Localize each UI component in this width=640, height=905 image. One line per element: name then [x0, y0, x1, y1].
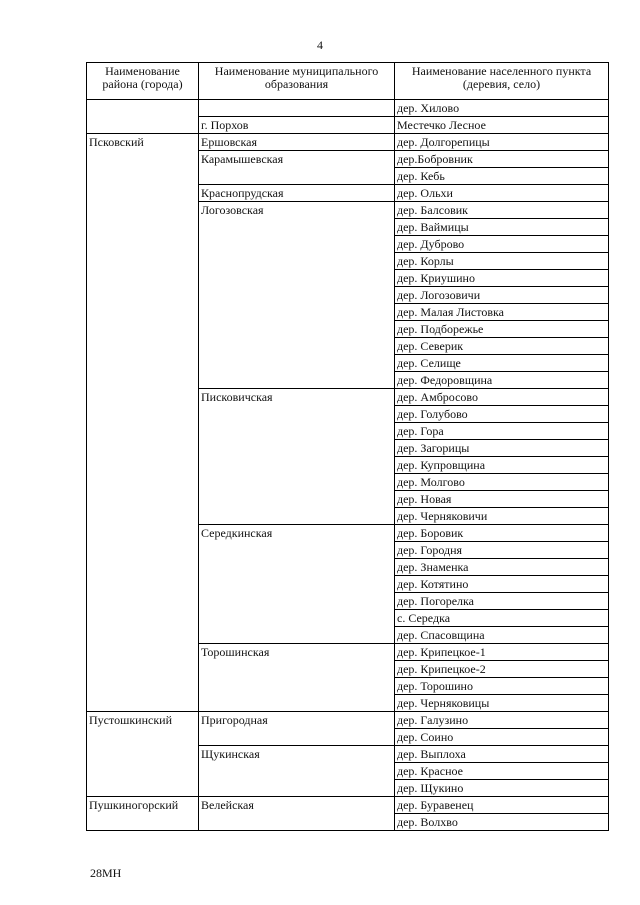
- municipality-cell: Велейская: [199, 797, 395, 831]
- municipality-cell: Пригородная: [199, 712, 395, 746]
- municipality-cell: Середкинская: [199, 525, 395, 644]
- district-cell: Пустошкинский: [87, 712, 199, 797]
- settlements-table: [86, 62, 609, 831]
- settlement-cell: дер. Малая Листовка: [395, 304, 609, 321]
- municipality-cell: Торошинская: [199, 644, 395, 712]
- settlement-cell: дер. Погорелка: [395, 593, 609, 610]
- settlement-cell: дер. Черняковичи: [395, 508, 609, 525]
- municipality-cell: Краснопрудская: [199, 185, 395, 202]
- district-cell: Пушкиногорский: [87, 797, 199, 831]
- settlement-cell: дер. Северик: [395, 338, 609, 355]
- settlement-cell: дер. Хилово: [395, 100, 609, 117]
- settlement-cell: дер. Молгово: [395, 474, 609, 491]
- settlement-cell: с. Середка: [395, 610, 609, 627]
- settlement-cell: дер. Знаменка: [395, 559, 609, 576]
- settlement-cell: дер. Котятино: [395, 576, 609, 593]
- settlement-cell: дер. Кебь: [395, 168, 609, 185]
- municipality-cell: Щукинская: [199, 746, 395, 797]
- settlement-cell: дер. Логозовичи: [395, 287, 609, 304]
- settlement-cell: дер. Красное: [395, 763, 609, 780]
- settlement-cell: дер. Новая: [395, 491, 609, 508]
- settlement-cell: дер. Торошино: [395, 678, 609, 695]
- table-body: [87, 100, 609, 831]
- settlement-cell: дер. Соино: [395, 729, 609, 746]
- settlement-cell: дер. Выплоха: [395, 746, 609, 763]
- municipality-cell: [199, 100, 395, 117]
- settlement-cell: дер. Долгорепицы: [395, 134, 609, 151]
- header-settlement: Наименование населенного пункта (деревия, село): [395, 63, 609, 100]
- settlement-cell: дер. Буравенец: [395, 797, 609, 814]
- settlement-cell: дер. Городня: [395, 542, 609, 559]
- settlement-cell: дер. Галузино: [395, 712, 609, 729]
- header-municipality: Наименование муниципального образования: [199, 63, 395, 100]
- settlement-cell: дер. Федоровщина: [395, 372, 609, 389]
- settlement-cell: дер. Волхво: [395, 814, 609, 831]
- municipality-cell: Ершовская: [199, 134, 395, 151]
- footer-code: 28МН: [90, 866, 122, 880]
- district-cell: Псковский: [87, 134, 199, 712]
- table-row: [87, 134, 609, 151]
- table-row: [87, 712, 609, 729]
- table-row: [87, 100, 609, 117]
- settlement-cell: дер. Балсовик: [395, 202, 609, 219]
- settlement-cell: Местечко Лесное: [395, 117, 609, 134]
- district-cell: [87, 100, 199, 134]
- settlement-cell: дер. Спасовщина: [395, 627, 609, 644]
- settlement-cell: дер. Дуброво: [395, 236, 609, 253]
- table-header-row: [87, 63, 609, 100]
- settlement-cell: дер. Ольхи: [395, 185, 609, 202]
- settlement-cell: дер. Щукино: [395, 780, 609, 797]
- settlement-cell: дер. Криушино: [395, 270, 609, 287]
- municipality-cell: Карамышевская: [199, 151, 395, 185]
- settlement-cell: дер. Селище: [395, 355, 609, 372]
- settlement-cell: дер. Купровщина: [395, 457, 609, 474]
- settlement-cell: дер. Загорицы: [395, 440, 609, 457]
- table-row: [87, 797, 609, 814]
- municipality-cell: Писковичская: [199, 389, 395, 525]
- settlement-cell: дер. Корлы: [395, 253, 609, 270]
- settlement-cell: дер. Амбросово: [395, 389, 609, 406]
- municipality-cell: г. Порхов: [199, 117, 395, 134]
- municipality-cell: Логозовская: [199, 202, 395, 389]
- settlement-cell: дер. Ваймицы: [395, 219, 609, 236]
- settlement-cell: дер. Гора: [395, 423, 609, 440]
- settlement-cell: дер.Бобровник: [395, 151, 609, 168]
- settlement-cell: дер. Подборежье: [395, 321, 609, 338]
- header-district: Наименование района (города): [87, 63, 199, 100]
- page-number: 4: [317, 38, 323, 52]
- settlement-cell: дер. Крипецкое-2: [395, 661, 609, 678]
- settlement-cell: дер. Крипецкое-1: [395, 644, 609, 661]
- settlement-cell: дер. Боровик: [395, 525, 609, 542]
- settlement-cell: дер. Черняковицы: [395, 695, 609, 712]
- settlement-cell: дер. Голубово: [395, 406, 609, 423]
